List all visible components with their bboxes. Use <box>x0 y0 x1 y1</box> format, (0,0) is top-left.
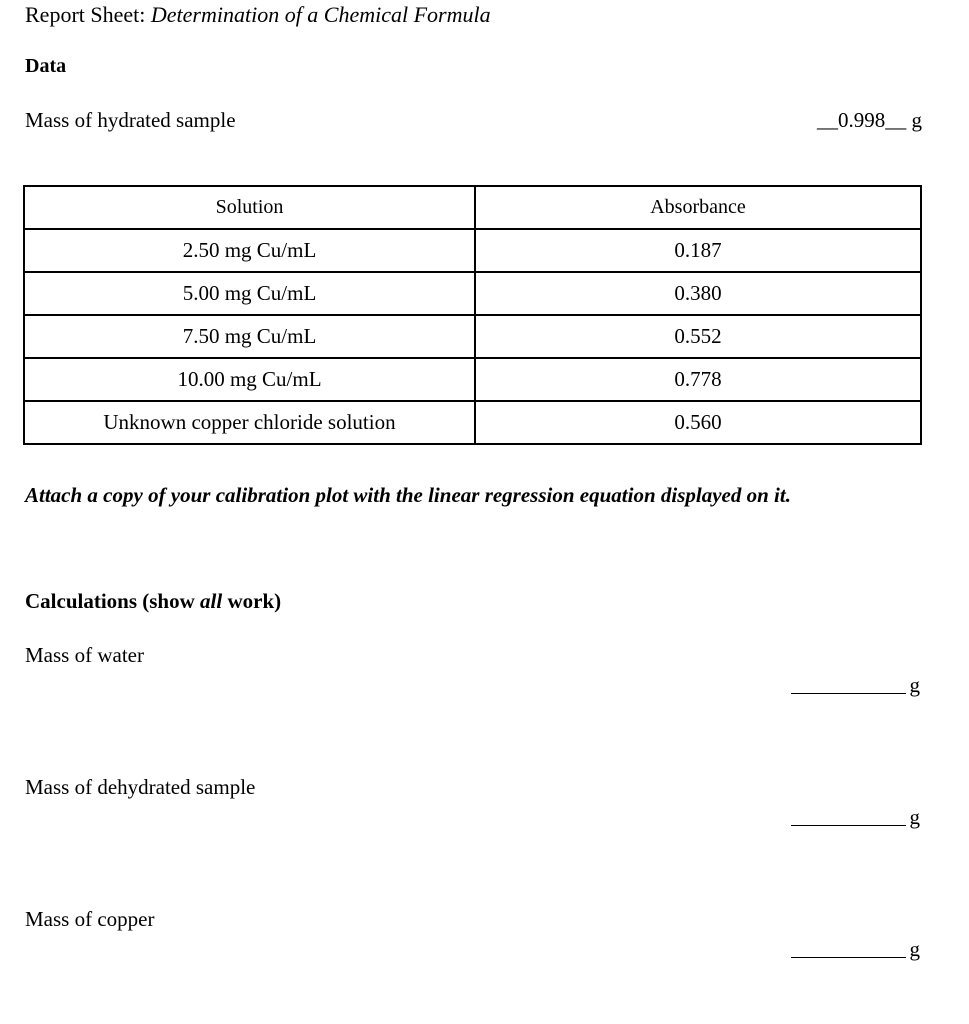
mass-of-copper-unit: g <box>909 937 920 961</box>
absorbance-cell: 0.187 <box>475 229 921 272</box>
answer-blank-line <box>791 693 906 694</box>
column-header-absorbance: Absorbance <box>475 186 921 229</box>
mass-of-dehydrated-sample-label: Mass of dehydrated sample <box>25 775 256 799</box>
absorbance-cell: 0.552 <box>475 315 921 358</box>
absorbance-table <box>23 185 922 445</box>
mass-of-copper-answer <box>791 937 921 962</box>
absorbance-cell: 0.380 <box>475 272 921 315</box>
table-row <box>24 401 921 444</box>
table-row <box>24 315 921 358</box>
calculations-heading <box>25 589 281 614</box>
calc-heading-emphasis: all <box>200 589 223 613</box>
hydrated-sample-label: Mass of hydrated sample <box>25 108 236 132</box>
calc-heading-start: Calculations (show <box>25 589 195 613</box>
mass-of-water-unit: g <box>909 673 920 697</box>
table-row <box>24 229 921 272</box>
answer-blank-line <box>791 957 906 958</box>
hydrated-sample-answer <box>817 108 922 133</box>
table-row <box>24 358 921 401</box>
solution-cell: 10.00 mg Cu/mL <box>24 358 475 401</box>
calc-heading-end: work) <box>227 589 282 613</box>
table-header-row <box>24 186 921 229</box>
hydrated-sample-value: __0.998__ <box>817 108 907 132</box>
mass-of-water-label: Mass of water <box>25 643 144 667</box>
solution-cell: 7.50 mg Cu/mL <box>24 315 475 358</box>
mass-of-water-answer <box>791 673 921 698</box>
absorbance-cell: 0.778 <box>475 358 921 401</box>
solution-cell: Unknown copper chloride solution <box>24 401 475 444</box>
calibration-plot-note: Attach a copy of your calibration plot with the linear regression equation displayed on it. <box>25 483 791 507</box>
absorbance-cell: 0.560 <box>475 401 921 444</box>
column-header-solution: Solution <box>24 186 475 229</box>
hydrated-sample-unit: g <box>911 108 922 132</box>
mass-of-copper-label: Mass of copper <box>25 907 155 931</box>
table-row <box>24 272 921 315</box>
solution-cell: 5.00 mg Cu/mL <box>24 272 475 315</box>
title-prefix: Report Sheet: <box>25 2 146 27</box>
page-title <box>25 2 491 28</box>
data-heading: Data <box>25 55 67 77</box>
title-text: Determination of a Chemical Formula <box>150 2 491 27</box>
answer-blank-line <box>791 825 906 826</box>
mass-of-dehydrated-sample-unit: g <box>909 805 920 829</box>
solution-cell: 2.50 mg Cu/mL <box>24 229 475 272</box>
mass-of-dehydrated-sample-answer <box>791 805 921 830</box>
